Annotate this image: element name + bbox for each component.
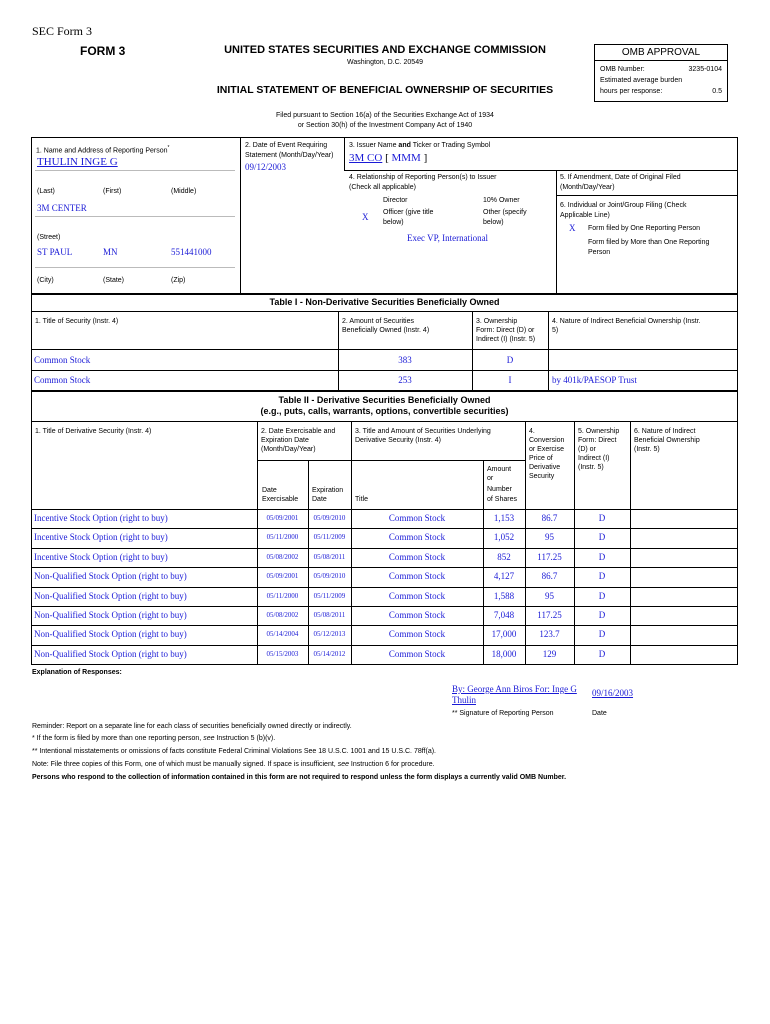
box6-label1: 6. Individual or Joint/Group Filing (Check xyxy=(560,202,687,209)
table1-header-amount1: 2. Amount of Securities xyxy=(342,318,414,325)
zip-label: (Zip) xyxy=(171,277,186,284)
filing-option-one: Form filed by One Reporting Person xyxy=(588,225,701,232)
box1-label: 1. Name and Address of Reporting Person* xyxy=(36,145,170,155)
table2-header-nature3: (Instr. 5) xyxy=(634,446,660,453)
expiration-date: 05/14/2012 xyxy=(313,649,346,658)
zip-value: 551441000 xyxy=(171,247,212,257)
last-label: (Last) xyxy=(37,188,55,195)
date-label: Date xyxy=(592,710,607,717)
issuer-name: 3M CO xyxy=(349,152,383,164)
other-label1: Other (specify xyxy=(483,209,527,216)
table2-header-conv6: Security xyxy=(529,473,555,480)
exercise-price: 86.7 xyxy=(541,513,558,523)
underlying-shares: 1,588 xyxy=(493,590,515,601)
ownership-form: D xyxy=(598,532,606,543)
table1-header-form1: 3. Ownership xyxy=(476,318,518,325)
ownership-form: D xyxy=(598,629,606,640)
table1-header-amount2: Beneficially Owned (Instr. 4) xyxy=(342,327,430,334)
date-exercisable: 05/11/2000 xyxy=(266,533,299,542)
underlying-title: Common Stock xyxy=(388,629,446,640)
signature-by-line1: By: George Ann Biros For: Inge G xyxy=(452,684,577,694)
table2-title2: (e.g., puts, calls, warrants, options, convertible securities) xyxy=(260,406,509,416)
omb-burden-label2: hours per response: xyxy=(600,88,663,95)
exercise-price: 123.7 xyxy=(539,629,560,640)
table2-title1: Table II - Derivative Securities Beneficially Owned xyxy=(278,395,491,405)
expiration-date: 05/09/2010 xyxy=(313,514,346,522)
issuer-line: 3M CO [ MMM ] xyxy=(349,152,428,164)
table1-header-nature2: 5) xyxy=(552,327,559,334)
table2-header-underlying2: Derivative Security (Instr. 4) xyxy=(355,437,441,444)
signature-label: ** Signature of Reporting Person xyxy=(452,710,554,717)
middle-label: (Middle) xyxy=(171,188,197,195)
security-amount: 383 xyxy=(398,355,412,365)
sub-date-exercisable2: Exercisable xyxy=(262,496,299,503)
note-three-copies: Note: File three copies of this Form, one of which must be manually signed. If space is insufficient, see Instruction 6 for procedure. xyxy=(32,761,435,768)
sub-expiration1: Expiration xyxy=(312,487,344,494)
date-exercisable: 05/09/2001 xyxy=(266,572,299,581)
derivative-title: Incentive Stock Option (right to buy) xyxy=(34,532,168,543)
table2-header-form4: Indirect (I) xyxy=(578,455,610,462)
table1-header-form3: Indirect (I) (Instr. 5) xyxy=(476,336,536,343)
omb-burden-label1: Estimated average burden xyxy=(600,77,683,84)
omb-number-value: 3235-0104 xyxy=(688,66,722,73)
city-value: ST PAUL xyxy=(37,247,73,257)
street-value: 3M CENTER xyxy=(37,203,87,213)
ownership-form: D xyxy=(598,513,606,523)
underlying-shares: 7,048 xyxy=(493,610,515,620)
sub-date-exercisable1: Date xyxy=(262,487,277,494)
sub-amount1: Amount xyxy=(487,466,512,473)
security-amount: 253 xyxy=(398,375,412,385)
ownership-form: D xyxy=(598,610,606,620)
director-label: Director xyxy=(383,197,408,204)
omb-number-label: OMB Number: xyxy=(600,66,645,73)
other-label2: below) xyxy=(483,219,504,226)
top-label: SEC Form 3 xyxy=(32,24,93,38)
table2-header-form2: Form: Direct xyxy=(578,437,617,444)
derivative-title: Non-Qualified Stock Option (right to buy) xyxy=(34,648,187,659)
expiration-date: 05/11/2009 xyxy=(313,533,346,542)
note-misstatements: ** Intentional misstatements or omissions of facts constitute Federal Criminal Violations See 18 U.S.C. 1001 and 15 U.S.C. 78ff(a). xyxy=(32,748,436,755)
underlying-title: Common Stock xyxy=(388,532,446,543)
sub-amount4: of Shares xyxy=(487,496,517,503)
ownership-form: D xyxy=(598,648,606,659)
exercise-price: 95 xyxy=(545,590,554,601)
underlying-title: Common Stock xyxy=(388,571,446,582)
table2-header-form1: 5. Ownership xyxy=(578,428,620,435)
sub-title: Title xyxy=(355,496,368,503)
underlying-shares: 18,000 xyxy=(491,648,517,659)
state-value: MN xyxy=(103,247,118,257)
ownership-form: I xyxy=(508,375,512,385)
date-exercisable: 05/15/2003 xyxy=(266,649,299,658)
derivative-title: Incentive Stock Option (right to buy) xyxy=(34,551,168,562)
underlying-shares: 852 xyxy=(497,551,511,562)
table2-header-underlying1: 3. Title and Amount of Securities Underlying xyxy=(355,428,491,435)
table2-header-nature2: Beneficial Ownership xyxy=(634,437,700,444)
expiration-date: 05/08/2011 xyxy=(313,611,346,619)
signature-by xyxy=(452,684,577,706)
note-multiple-persons: * If the form is filed by more than one reporting person, see Instruction 5 (b)(v). xyxy=(32,735,276,742)
box2-label2: Statement (Month/Day/Year) xyxy=(245,152,334,159)
date-exercisable: 05/08/2002 xyxy=(266,611,299,619)
ownership-form: D xyxy=(598,551,606,562)
signature-date: 09/16/2003 xyxy=(592,688,634,698)
table2-header-conv2: Conversion xyxy=(529,437,565,444)
box4-label2: (Check all applicable) xyxy=(349,184,416,191)
derivative-title: Non-Qualified Stock Option (right to buy) xyxy=(34,629,187,640)
sub-expiration2: Date xyxy=(312,496,327,503)
individual-filing-mark: X xyxy=(569,223,576,233)
underlying-title: Common Stock xyxy=(388,551,446,562)
filed-pursuant-line2: or Section 30(h) of the Investment Company Act of 1940 xyxy=(297,122,473,129)
exercise-price: 129 xyxy=(542,648,557,659)
exercise-price: 117.25 xyxy=(537,551,562,562)
table2-header-conv5: Derivative xyxy=(529,464,561,471)
date-exercisable: 05/08/2002 xyxy=(266,552,299,561)
underlying-shares: 1,052 xyxy=(493,532,515,543)
ownership-form: D xyxy=(506,355,514,365)
box6-label2: Applicable Line) xyxy=(560,212,610,219)
underlying-title: Common Stock xyxy=(388,610,446,620)
city-label: (City) xyxy=(37,277,54,284)
table2-header-form3: (D) or xyxy=(578,446,596,453)
expiration-date: 05/12/2013 xyxy=(313,630,346,639)
box2-label1: 2. Date of Event Requiring xyxy=(245,142,328,149)
agency-title: UNITED STATES SECURITIES AND EXCHANGE COMMISSION xyxy=(224,44,546,56)
security-title: Common Stock xyxy=(34,375,91,385)
reporting-person-name: THULIN INGE G xyxy=(37,156,118,168)
table2-header-nature1: 6. Nature of Indirect xyxy=(634,428,696,435)
table2-header-conv1: 4. xyxy=(529,428,535,435)
underlying-shares: 17,000 xyxy=(491,629,517,640)
table2-header-conv4: Price of xyxy=(529,455,553,462)
first-label: (First) xyxy=(103,188,122,195)
derivative-title: Non-Qualified Stock Option (right to buy) xyxy=(34,610,187,620)
sub-amount2: or xyxy=(487,475,494,482)
table2-header-dates1: 2. Date Exercisable and xyxy=(261,428,336,435)
table2-header-dates2: Expiration Date xyxy=(261,437,309,444)
underlying-title: Common Stock xyxy=(388,513,446,523)
exercise-price: 95 xyxy=(545,532,554,543)
table1-header-nature1: 4. Nature of Indirect Beneficial Ownership (Instr. xyxy=(552,318,701,325)
box3-label: 3. Issuer Name and Ticker or Trading Symbol xyxy=(349,142,491,149)
box5-label2: (Month/Day/Year) xyxy=(560,184,615,191)
table2-header-dates3: (Month/Day/Year) xyxy=(261,446,316,453)
ownership-form: D xyxy=(598,590,606,601)
agency-location: Washington, D.C. 20549 xyxy=(346,59,423,66)
expiration-date: 05/09/2010 xyxy=(313,572,346,581)
reminder-note: Reminder: Report on a separate line for each class of securities beneficially owned directly or indirectly. xyxy=(32,723,352,730)
ticker-symbol: MMM xyxy=(391,152,421,164)
filing-option-more2: Person xyxy=(588,249,611,256)
sub-amount3: Number xyxy=(487,486,512,493)
statement-title: INITIAL STATEMENT OF BENEFICIAL OWNERSHIP OF SECURITIES xyxy=(216,84,554,96)
derivative-title: Non-Qualified Stock Option (right to buy) xyxy=(34,571,187,582)
state-label: (State) xyxy=(103,277,125,284)
omb-burden-value: 0.5 xyxy=(712,88,722,95)
omb-approval-box xyxy=(594,44,728,102)
expiration-date: 05/11/2009 xyxy=(313,591,346,600)
table1-title: Table I - Non-Derivative Securities Beneficially Owned xyxy=(269,297,500,307)
event-date: 09/12/2003 xyxy=(245,162,287,172)
ownership-nature: by 401k/PAESOP Trust xyxy=(552,375,637,385)
underlying-title: Common Stock xyxy=(388,648,446,659)
explanation-label: Explanation of Responses: xyxy=(32,669,122,676)
exercise-price: 86.7 xyxy=(541,571,558,582)
signature-by-line2: Thulin xyxy=(452,695,476,705)
table2-header-form5: (Instr. 5) xyxy=(578,464,604,471)
underlying-title: Common Stock xyxy=(388,590,446,601)
omb-title: OMB APPROVAL xyxy=(621,47,701,58)
filed-pursuant-line1: Filed pursuant to Section 16(a) of the Securities Exchange Act of 1934 xyxy=(276,112,494,119)
date-exercisable: 05/09/2001 xyxy=(266,514,299,522)
table1-header-form2: Form: Direct (D) or xyxy=(476,327,535,334)
table2-header-conv3: or Exercise xyxy=(529,446,565,453)
officer-title: Exec VP, International xyxy=(407,233,489,243)
officer-label2: below) xyxy=(383,219,404,226)
ownership-form: D xyxy=(598,571,606,582)
exercise-price: 117.25 xyxy=(537,610,562,620)
security-title: Common Stock xyxy=(34,355,91,365)
ten-percent-owner-label: 10% Owner xyxy=(483,197,520,204)
expiration-date: 05/08/2011 xyxy=(313,552,346,561)
filing-option-more1: Form filed by More than One Reporting xyxy=(588,239,710,246)
date-exercisable: 05/11/2000 xyxy=(266,591,299,600)
derivative-title: Non-Qualified Stock Option (right to buy) xyxy=(34,590,187,601)
table2-header-title: 1. Title of Derivative Security (Instr. 4) xyxy=(35,428,152,435)
box5-label1: 5. If Amendment, Date of Original Filed xyxy=(560,174,681,181)
form-title: FORM 3 xyxy=(80,44,126,58)
persons-respond-note: Persons who respond to the collection of information contained in this form are not required to respond unless the form displays a currently valid OMB Number. xyxy=(32,774,567,781)
date-exercisable: 05/14/2004 xyxy=(266,630,299,639)
derivative-title: Incentive Stock Option (right to buy) xyxy=(34,513,168,523)
street-label: (Street) xyxy=(37,234,61,241)
box4-label1: 4. Relationship of Reporting Person(s) to Issuer xyxy=(349,174,497,181)
underlying-shares: 4,127 xyxy=(493,571,515,582)
officer-check-mark: X xyxy=(362,212,369,222)
officer-label1: Officer (give title xyxy=(383,209,434,216)
underlying-shares: 1,153 xyxy=(493,513,515,523)
table1-header-title: 1. Title of Security (Instr. 4) xyxy=(35,318,119,325)
